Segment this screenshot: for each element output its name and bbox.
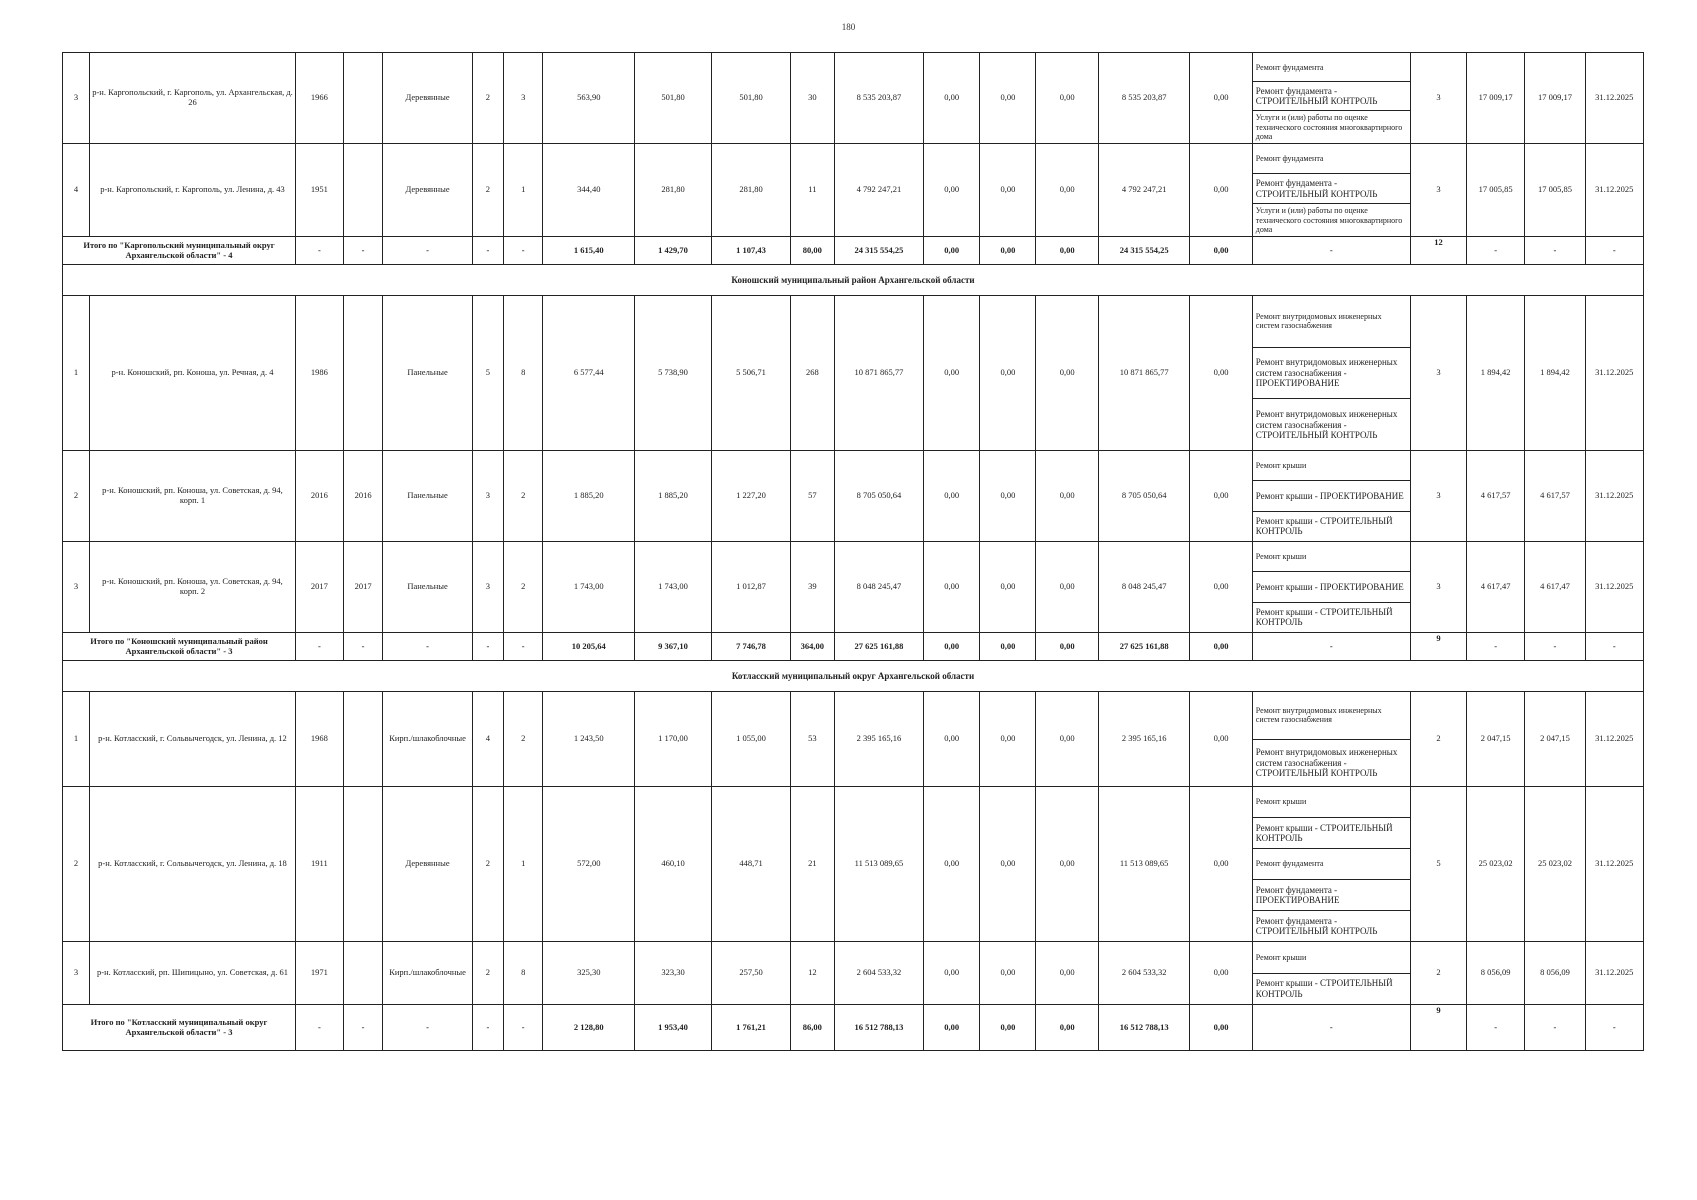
cost-1: 0,00 [924, 542, 980, 633]
cost-4: 2 604 533,32 [1098, 942, 1190, 1005]
total-year-built: - [295, 633, 343, 661]
section-title: Коношский муниципальный район Архангельской области [63, 265, 1644, 296]
area-b: 1 227,20 [711, 451, 790, 542]
row-number: 3 [63, 942, 90, 1005]
cost-2: 0,00 [980, 296, 1036, 451]
year-renovated [343, 53, 383, 144]
works-count: 3 [1410, 451, 1466, 542]
work-item: Ремонт внутридомовых инженерных систем газоснабжения - ПРОЕКТИРОВАНИЕ [1253, 348, 1410, 400]
section-title: Котласский муниципальный округ Архангельской области [63, 661, 1644, 692]
total-area-a: 1 429,70 [635, 237, 712, 265]
unit-cost: 2 047,15 [1467, 692, 1525, 787]
page-number: 180 [841, 22, 856, 32]
total-year-built: - [295, 237, 343, 265]
total-row [63, 1005, 1644, 1051]
table-body [63, 53, 1644, 1051]
total-area-b: 1 761,21 [711, 1005, 790, 1051]
total-area-a: 1 953,40 [635, 1005, 712, 1051]
total-count: 9 [1410, 633, 1466, 661]
residents: 39 [791, 542, 835, 633]
total-works: - [1252, 1005, 1410, 1051]
cost-3: 0,00 [1036, 542, 1098, 633]
cost-total: 2 604 533,32 [834, 942, 923, 1005]
year-built: 1966 [295, 53, 343, 144]
area-b: 1 055,00 [711, 692, 790, 787]
cost-3: 0,00 [1036, 787, 1098, 942]
work-item: Ремонт крыши [1253, 451, 1410, 481]
year-renovated [343, 296, 383, 451]
wall-material: Деревянные [383, 787, 472, 942]
wall-material: Панельные [383, 296, 472, 451]
entrances: 2 [503, 542, 543, 633]
deadline: 31.12.2025 [1585, 296, 1643, 451]
works-list [1253, 692, 1410, 786]
year-built: 1968 [295, 692, 343, 787]
works-cell [1252, 451, 1410, 542]
year-built: 2017 [295, 542, 343, 633]
work-item: Ремонт крыши [1253, 542, 1410, 572]
total-floors: - [472, 1005, 503, 1051]
works-count: 3 [1410, 144, 1466, 237]
cost-2: 0,00 [980, 942, 1036, 1005]
work-item: Ремонт крыши - ПРОЕКТИРОВАНИЕ [1253, 572, 1410, 602]
total-deadline: - [1585, 237, 1643, 265]
year-built: 1911 [295, 787, 343, 942]
table-row [63, 787, 1644, 942]
entrances: 1 [503, 144, 543, 237]
residents: 21 [791, 787, 835, 942]
residents: 12 [791, 942, 835, 1005]
max-unit-cost: 1 894,42 [1525, 296, 1585, 451]
work-item: Ремонт крыши - СТРОИТЕЛЬНЫЙ КОНТРОЛЬ [1255, 515, 1393, 537]
cost-1: 0,00 [924, 451, 980, 542]
total-c5: 0,00 [1190, 237, 1252, 265]
cost-5: 0,00 [1190, 451, 1252, 542]
unit-cost: 4 617,47 [1467, 542, 1525, 633]
cost-3: 0,00 [1036, 942, 1098, 1005]
total-count: 12 [1410, 237, 1466, 265]
area-total: 6 577,44 [543, 296, 635, 451]
works-cell [1252, 296, 1410, 451]
work-item: Ремонт фундамента - ПРОЕКТИРОВАНИЕ [1253, 880, 1410, 911]
cost-2: 0,00 [980, 144, 1036, 237]
address: р-н. Коношский, рп. Коноша, ул. Советская, д. 94, корп. 2 [90, 542, 296, 633]
table-row [63, 451, 1644, 542]
total-area-b: 7 746,78 [711, 633, 790, 661]
works-count: 3 [1410, 53, 1466, 144]
deadline: 31.12.2025 [1585, 692, 1643, 787]
cost-1: 0,00 [924, 296, 980, 451]
row-number: 4 [63, 144, 90, 237]
cost-4: 4 792 247,21 [1098, 144, 1190, 237]
cost-3: 0,00 [1036, 296, 1098, 451]
total-c4: 24 315 554,25 [1098, 237, 1190, 265]
work-item: Ремонт крыши - СТРОИТЕЛЬНЫЙ КОНТРОЛЬ [1255, 978, 1393, 999]
area-a: 5 738,90 [635, 296, 712, 451]
area-a: 460,10 [635, 787, 712, 942]
works-list [1253, 144, 1410, 236]
total-entrances: - [503, 237, 543, 265]
total-wall-material: - [383, 1005, 472, 1051]
work-item: Ремонт внутридомовых инженерных систем газоснабжения - СТРОИТЕЛЬНЫЙ КОНТРОЛЬ [1255, 747, 1398, 778]
row-number: 2 [63, 787, 90, 942]
total-c3: 0,00 [1036, 237, 1098, 265]
wall-material: Деревянные [383, 144, 472, 237]
total-cost-total: 16 512 788,13 [834, 1005, 923, 1051]
total-c1: 0,00 [924, 1005, 980, 1051]
max-unit-cost: 17 009,17 [1525, 53, 1585, 144]
year-built: 1971 [295, 942, 343, 1005]
works-list [1253, 942, 1410, 1004]
cost-1: 0,00 [924, 942, 980, 1005]
total-max-cost: - [1525, 1005, 1585, 1051]
works-list [1253, 787, 1410, 941]
works-cell [1252, 787, 1410, 942]
cost-4: 8 535 203,87 [1098, 53, 1190, 144]
works-list [1253, 542, 1410, 632]
total-label: Итого по "Каргопольский муниципальный округ Архангельской области" - 4 [63, 237, 296, 265]
address: р-н. Котласский, рп. Шипицыно, ул. Советская, д. 61 [90, 942, 296, 1005]
floors: 5 [472, 296, 503, 451]
works-cell [1252, 542, 1410, 633]
cost-5: 0,00 [1190, 53, 1252, 144]
entrances: 2 [503, 692, 543, 787]
year-renovated [343, 144, 383, 237]
total-wall-material: - [383, 237, 472, 265]
works-cell [1252, 692, 1410, 787]
unit-cost: 17 005,85 [1467, 144, 1525, 237]
cost-total: 2 395 165,16 [834, 692, 923, 787]
cost-5: 0,00 [1190, 144, 1252, 237]
work-item: Ремонт фундамента [1253, 53, 1410, 82]
work-item: Ремонт крыши - СТРОИТЕЛЬНЫЙ КОНТРОЛЬ [1255, 606, 1393, 628]
total-works: - [1252, 237, 1410, 265]
cost-4: 11 513 089,65 [1098, 787, 1190, 942]
total-year-renovated: - [343, 633, 383, 661]
year-renovated [343, 692, 383, 787]
cost-2: 0,00 [980, 542, 1036, 633]
total-c5: 0,00 [1190, 1005, 1252, 1051]
area-total: 344,40 [543, 144, 635, 237]
total-area-a: 9 367,10 [635, 633, 712, 661]
total-floors: - [472, 237, 503, 265]
deadline: 31.12.2025 [1585, 942, 1643, 1005]
residents: 53 [791, 692, 835, 787]
total-works: - [1252, 633, 1410, 661]
area-b: 1 012,87 [711, 542, 790, 633]
cost-5: 0,00 [1190, 296, 1252, 451]
cost-total: 11 513 089,65 [834, 787, 923, 942]
total-year-built: - [295, 1005, 343, 1051]
address: р-н. Коношский, рп. Коноша, ул. Речная, д. 4 [90, 296, 296, 451]
max-unit-cost: 8 056,09 [1525, 942, 1585, 1005]
total-residents: 80,00 [791, 237, 835, 265]
wall-material: Кирп./шлакоблочные [383, 692, 472, 787]
deadline: 31.12.2025 [1585, 787, 1643, 942]
residents: 11 [791, 144, 835, 237]
cost-2: 0,00 [980, 53, 1036, 144]
total-floors: - [472, 633, 503, 661]
area-a: 501,80 [635, 53, 712, 144]
work-item: Ремонт фундамента - СТРОИТЕЛЬНЫЙ КОНТРОЛЬ [1253, 174, 1410, 204]
year-built: 1951 [295, 144, 343, 237]
cost-2: 0,00 [980, 692, 1036, 787]
work-item: Ремонт крыши - СТРОИТЕЛЬНЫЙ КОНТРОЛЬ [1253, 818, 1410, 849]
area-b: 281,80 [711, 144, 790, 237]
area-total: 1 885,20 [543, 451, 635, 542]
residents: 30 [791, 53, 835, 144]
works-count: 5 [1410, 787, 1466, 942]
total-area-total: 2 128,80 [543, 1005, 635, 1051]
address: р-н. Коношский, рп. Коноша, ул. Советская, д. 94, корп. 1 [90, 451, 296, 542]
deadline: 31.12.2025 [1585, 451, 1643, 542]
work-item: Ремонт фундамента - СТРОИТЕЛЬНЫЙ КОНТРОЛЬ [1253, 82, 1410, 111]
area-b: 448,71 [711, 787, 790, 942]
table-row [63, 942, 1644, 1005]
total-area-b: 1 107,43 [711, 237, 790, 265]
unit-cost: 25 023,02 [1467, 787, 1525, 942]
area-b: 5 506,71 [711, 296, 790, 451]
total-count: 9 [1410, 1005, 1466, 1051]
year-renovated: 2016 [343, 451, 383, 542]
cost-5: 0,00 [1190, 542, 1252, 633]
area-total: 325,30 [543, 942, 635, 1005]
total-c3: 0,00 [1036, 1005, 1098, 1051]
row-number: 3 [63, 542, 90, 633]
cost-total: 4 792 247,21 [834, 144, 923, 237]
row-number: 3 [63, 53, 90, 144]
year-renovated [343, 787, 383, 942]
floors: 2 [472, 144, 503, 237]
max-unit-cost: 25 023,02 [1525, 787, 1585, 942]
wall-material: Кирп./шлакоблочные [383, 942, 472, 1005]
address: р-н. Каргопольский, г. Каргополь, ул. Архангельская, д. 26 [90, 53, 296, 144]
unit-cost: 4 617,57 [1467, 451, 1525, 542]
cost-total: 8 048 245,47 [834, 542, 923, 633]
cost-5: 0,00 [1190, 692, 1252, 787]
work-item: Услуги и (или) работы по оценке технического состояния многоквартирного дома [1255, 206, 1403, 234]
total-c2: 0,00 [980, 1005, 1036, 1051]
total-c1: 0,00 [924, 237, 980, 265]
cost-1: 0,00 [924, 144, 980, 237]
section-header-row [63, 661, 1644, 692]
work-item: Ремонт крыши - ПРОЕКТИРОВАНИЕ [1253, 481, 1410, 511]
max-unit-cost: 17 005,85 [1525, 144, 1585, 237]
area-a: 281,80 [635, 144, 712, 237]
cost-3: 0,00 [1036, 692, 1098, 787]
address: р-н. Котласский, г. Сольвычегодск, ул. Ленина, д. 12 [90, 692, 296, 787]
max-unit-cost: 4 617,47 [1525, 542, 1585, 633]
total-c4: 27 625 161,88 [1098, 633, 1190, 661]
table-row [63, 53, 1644, 144]
work-item: Ремонт внутридомовых инженерных систем газоснабжения [1253, 296, 1410, 348]
works-cell [1252, 144, 1410, 237]
unit-cost: 17 009,17 [1467, 53, 1525, 144]
area-b: 501,80 [711, 53, 790, 144]
works-count: 2 [1410, 692, 1466, 787]
cost-total: 8 535 203,87 [834, 53, 923, 144]
total-c1: 0,00 [924, 633, 980, 661]
floors: 3 [472, 542, 503, 633]
total-c2: 0,00 [980, 237, 1036, 265]
total-row [63, 633, 1644, 661]
work-item: Ремонт фундамента [1253, 144, 1410, 174]
floors: 2 [472, 942, 503, 1005]
wall-material: Деревянные [383, 53, 472, 144]
total-year-renovated: - [343, 237, 383, 265]
year-built: 1986 [295, 296, 343, 451]
area-total: 1 743,00 [543, 542, 635, 633]
table-row [63, 144, 1644, 237]
work-item: Ремонт крыши [1253, 787, 1410, 818]
residents: 57 [791, 451, 835, 542]
total-area-total: 10 205,64 [543, 633, 635, 661]
area-total: 572,00 [543, 787, 635, 942]
cost-4: 10 871 865,77 [1098, 296, 1190, 451]
total-row [63, 237, 1644, 265]
total-area-total: 1 615,40 [543, 237, 635, 265]
entrances: 8 [503, 942, 543, 1005]
year-renovated: 2017 [343, 542, 383, 633]
table-row [63, 692, 1644, 787]
floors: 4 [472, 692, 503, 787]
works-count: 3 [1410, 296, 1466, 451]
cost-1: 0,00 [924, 787, 980, 942]
total-entrances: - [503, 1005, 543, 1051]
total-cost-total: 24 315 554,25 [834, 237, 923, 265]
wall-material: Панельные [383, 451, 472, 542]
cost-5: 0,00 [1190, 942, 1252, 1005]
total-cost-total: 27 625 161,88 [834, 633, 923, 661]
total-max-cost: - [1525, 237, 1585, 265]
area-a: 1 885,20 [635, 451, 712, 542]
floors: 2 [472, 53, 503, 144]
total-max-cost: - [1525, 633, 1585, 661]
capital-repair-table [62, 52, 1644, 1051]
unit-cost: 8 056,09 [1467, 942, 1525, 1005]
work-item: Ремонт крыши [1253, 942, 1410, 974]
cost-4: 8 048 245,47 [1098, 542, 1190, 633]
total-residents: 86,00 [791, 1005, 835, 1051]
cost-3: 0,00 [1036, 144, 1098, 237]
total-year-renovated: - [343, 1005, 383, 1051]
total-unit-cost: - [1467, 1005, 1525, 1051]
table-row [63, 542, 1644, 633]
area-b: 257,50 [711, 942, 790, 1005]
total-c3: 0,00 [1036, 633, 1098, 661]
entrances: 8 [503, 296, 543, 451]
area-a: 1 170,00 [635, 692, 712, 787]
cost-3: 0,00 [1036, 53, 1098, 144]
work-item: Ремонт фундамента [1253, 849, 1410, 880]
cost-1: 0,00 [924, 692, 980, 787]
total-c4: 16 512 788,13 [1098, 1005, 1190, 1051]
deadline: 31.12.2025 [1585, 144, 1643, 237]
deadline: 31.12.2025 [1585, 542, 1643, 633]
cost-3: 0,00 [1036, 451, 1098, 542]
cost-4: 2 395 165,16 [1098, 692, 1190, 787]
total-residents: 364,00 [791, 633, 835, 661]
max-unit-cost: 4 617,57 [1525, 451, 1585, 542]
work-item: Ремонт внутридомовых инженерных систем газоснабжения - СТРОИТЕЛЬНЫЙ КОНТРОЛЬ [1255, 409, 1398, 440]
unit-cost: 1 894,42 [1467, 296, 1525, 451]
works-list [1253, 53, 1410, 143]
entrances: 2 [503, 451, 543, 542]
entrances: 3 [503, 53, 543, 144]
area-a: 1 743,00 [635, 542, 712, 633]
total-c2: 0,00 [980, 633, 1036, 661]
residents: 268 [791, 296, 835, 451]
total-entrances: - [503, 633, 543, 661]
cost-2: 0,00 [980, 451, 1036, 542]
table-row [63, 296, 1644, 451]
total-label: Итого по "Коношский муниципальный район Архангельской области" - 3 [63, 633, 296, 661]
section-header-row [63, 265, 1644, 296]
total-label: Итого по "Котласский муниципальный округ Архангельской области" - 3 [63, 1005, 296, 1051]
year-renovated [343, 942, 383, 1005]
works-list [1253, 451, 1410, 541]
max-unit-cost: 2 047,15 [1525, 692, 1585, 787]
floors: 3 [472, 451, 503, 542]
cost-total: 8 705 050,64 [834, 451, 923, 542]
cost-2: 0,00 [980, 787, 1036, 942]
wall-material: Панельные [383, 542, 472, 633]
row-number: 1 [63, 296, 90, 451]
total-c5: 0,00 [1190, 633, 1252, 661]
area-total: 563,90 [543, 53, 635, 144]
total-unit-cost: - [1467, 633, 1525, 661]
cost-4: 8 705 050,64 [1098, 451, 1190, 542]
works-count: 3 [1410, 542, 1466, 633]
deadline: 31.12.2025 [1585, 53, 1643, 144]
year-built: 2016 [295, 451, 343, 542]
works-cell [1252, 942, 1410, 1005]
total-wall-material: - [383, 633, 472, 661]
floors: 2 [472, 787, 503, 942]
work-item: Ремонт фундамента - СТРОИТЕЛЬНЫЙ КОНТРОЛЬ [1255, 915, 1378, 936]
work-item: Ремонт внутридомовых инженерных систем газоснабжения [1253, 692, 1410, 740]
works-list [1253, 296, 1410, 450]
total-unit-cost: - [1467, 237, 1525, 265]
area-total: 1 243,50 [543, 692, 635, 787]
work-item: Услуги и (или) работы по оценке технического состояния многоквартирного дома [1255, 113, 1403, 141]
cost-total: 10 871 865,77 [834, 296, 923, 451]
row-number: 2 [63, 451, 90, 542]
area-a: 323,30 [635, 942, 712, 1005]
total-deadline: - [1585, 633, 1643, 661]
cost-1: 0,00 [924, 53, 980, 144]
address: р-н. Каргопольский, г. Каргополь, ул. Ленина, д. 43 [90, 144, 296, 237]
works-cell [1252, 53, 1410, 144]
row-number: 1 [63, 692, 90, 787]
cost-5: 0,00 [1190, 787, 1252, 942]
total-deadline: - [1585, 1005, 1643, 1051]
entrances: 1 [503, 787, 543, 942]
address: р-н. Котласский, г. Сольвычегодск, ул. Ленина, д. 18 [90, 787, 296, 942]
works-count: 2 [1410, 942, 1466, 1005]
